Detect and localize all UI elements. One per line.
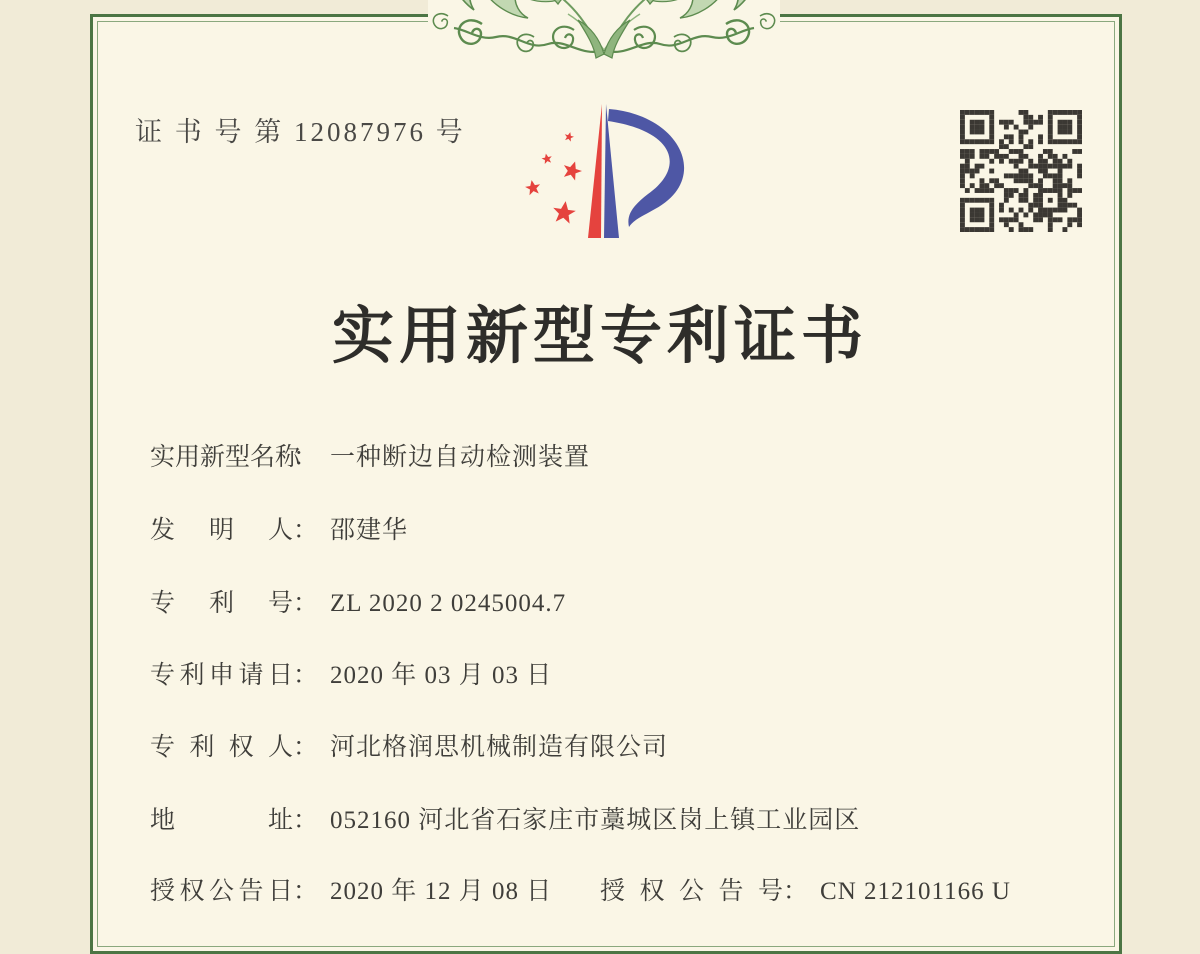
field-value: 2020 年 12 月 08 日 (330, 878, 553, 905)
field-label: 发明人 (150, 517, 293, 544)
field-utility-model-name: 实用新型名称： 一种断边自动检测装置 (150, 437, 590, 473)
field-value: 052160 河北省石家庄市藁城区岗上镇工业园区 (330, 807, 861, 834)
cnipa-patent-logo-icon (505, 83, 715, 248)
field-application-date: 专利申请日： 2020 年 03 月 03 日 (150, 655, 552, 691)
field-label: 专利权人 (150, 734, 293, 761)
field-patentee: 专利权人： 河北格润思机械制造有限公司 (150, 727, 668, 763)
field-patent-number: 专利号： ZL 2020 2 0245004.7 (150, 583, 566, 619)
field-value: 一种断边自动检测装置 (330, 444, 591, 471)
field-value: 邵建华 (330, 517, 409, 544)
field-label: 专利号 (150, 590, 293, 617)
qr-code (960, 110, 1082, 232)
field-value: 河北格润思机械制造有限公司 (330, 734, 669, 761)
field-label: 实用新型名称 (150, 444, 301, 471)
field-value: CN 212101166 U (820, 878, 1011, 905)
certificate-title: 实用新型专利证书 (331, 303, 868, 371)
field-value: ZL 2020 2 0245004.7 (330, 590, 567, 617)
field-address: 地址： 052160 河北省石家庄市藁城区岗上镇工业园区 (150, 800, 860, 836)
field-grant-date: 授权公告日： 2020 年 12 月 08 日 (150, 871, 552, 907)
floral-flourish-icon (428, 0, 780, 72)
field-grant-number: 授权公告号： CN 212101166 U (600, 871, 1011, 907)
field-inventor: 发明人： 邵建华 (150, 510, 408, 546)
field-label: 授权公告号 (600, 878, 783, 905)
field-value: 2020 年 03 月 03 日 (330, 662, 553, 689)
field-label: 专利申请日 (150, 662, 293, 689)
field-label: 授权公告日 (150, 878, 293, 905)
certificate-number: 证 书 号 第 12087976 号 (135, 117, 466, 147)
field-label: 地址 (150, 807, 293, 834)
